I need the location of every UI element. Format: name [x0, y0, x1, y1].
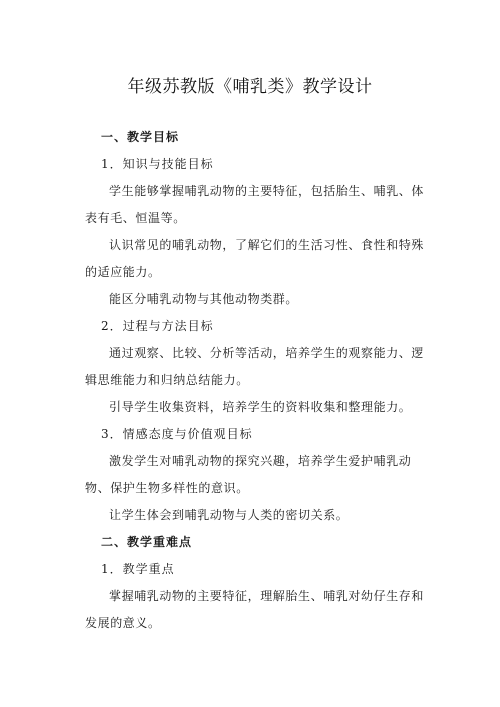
document-body [85, 124, 431, 637]
paragraph: 认识常见的哺乳动物，了解它们的生活习性、食性和特殊的适应能力。 [85, 238, 425, 279]
paragraph: 通过观察、比较、分析等活动，培养学生的观察能力、逻辑思维能力和归纳总结能力。 [85, 346, 425, 387]
subsection-heading: 2．过程与方法目标 [101, 319, 214, 333]
paragraph: 学生能够掌握哺乳动物的主要特征，包括胎生、哺乳、体表有毛、恒温等。 [85, 184, 425, 225]
paragraph: 能区分哺乳动物与其他动物类群。 [109, 292, 299, 306]
section-heading: 二、教学重难点 [101, 535, 193, 549]
subsection-heading: 3．情感态度与价值观目标 [101, 427, 253, 441]
document-title: 年级苏教版《哺乳类》教学设计 [127, 77, 373, 97]
paragraph: 激发学生对哺乳动物的探究兴趣，培养学生爱护哺乳动物、保护生物多样性的意识。 [85, 454, 412, 495]
subsection-heading: 1．教学重点 [101, 562, 175, 576]
subsection-heading: 1．知识与技能目标 [101, 157, 214, 171]
paragraph: 引导学生收集资料，培养学生的资料收集和整理能力。 [109, 400, 412, 414]
section-heading: 一、教学目标 [101, 130, 180, 144]
paragraph: 掌握哺乳动物的主要特征，理解胎生、哺乳对幼仔生存和发展的意义。 [85, 589, 425, 630]
paragraph: 让学生体会到哺乳动物与人类的密切关系。 [109, 508, 349, 522]
